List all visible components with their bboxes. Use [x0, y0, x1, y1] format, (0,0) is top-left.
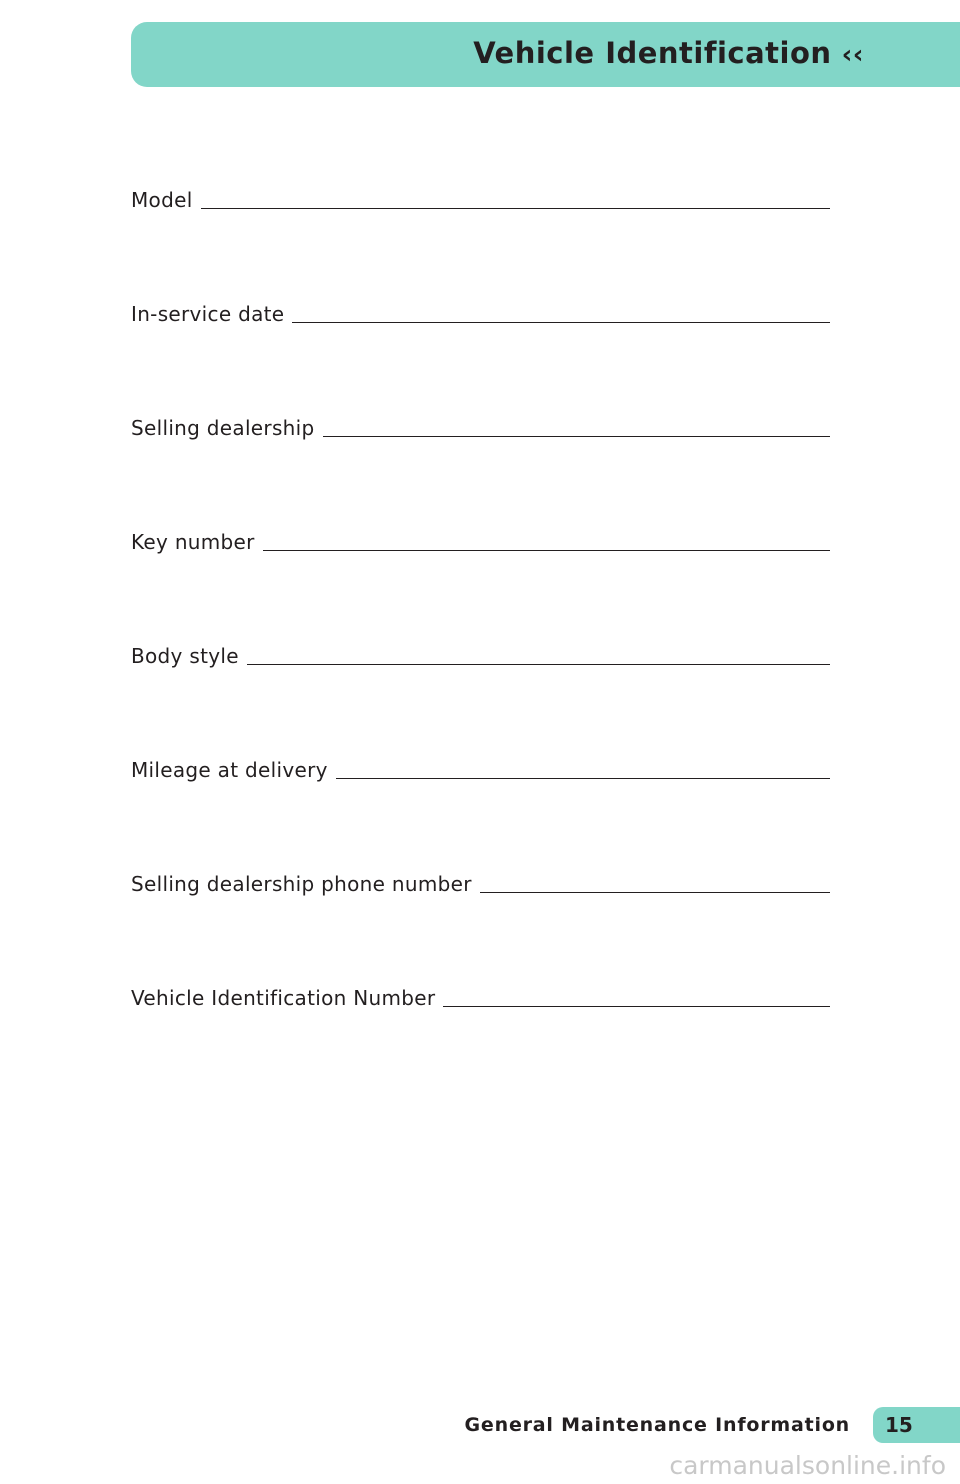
mileage-at-delivery-blank-line[interactable]: [336, 778, 830, 779]
model-blank-line[interactable]: [201, 208, 830, 209]
mileage-at-delivery-field[interactable]: [131, 753, 830, 783]
dealership-phone-blank-line[interactable]: [480, 892, 830, 893]
selling-dealership-label: Selling dealership: [131, 416, 315, 440]
in-service-date-blank-line[interactable]: [292, 322, 830, 323]
body-style-field[interactable]: [131, 639, 830, 669]
page-title-text: Vehicle Identification: [473, 36, 832, 70]
in-service-date-label: In-service date: [131, 302, 285, 326]
in-service-date-field[interactable]: [131, 297, 830, 327]
model-field[interactable]: [131, 183, 830, 213]
key-number-label: Key number: [131, 530, 255, 554]
key-number-field[interactable]: [131, 525, 830, 555]
dealership-phone-label: Selling dealership phone number: [131, 872, 472, 896]
watermark: carmanualsonline.info: [669, 1451, 946, 1480]
double-chevron-left-icon: ‹‹: [841, 40, 864, 70]
selling-dealership-blank-line[interactable]: [323, 436, 831, 437]
page-number: 15: [885, 1413, 913, 1437]
body-style-label: Body style: [131, 644, 239, 668]
footer-section-title: General Maintenance Information: [464, 1414, 850, 1436]
vin-blank-line[interactable]: [443, 1006, 830, 1007]
mileage-at-delivery-label: Mileage at delivery: [131, 758, 328, 782]
key-number-blank-line[interactable]: [263, 550, 830, 551]
vin-field[interactable]: [131, 981, 830, 1011]
selling-dealership-field[interactable]: [131, 411, 830, 441]
model-label: Model: [131, 188, 193, 212]
body-style-blank-line[interactable]: [247, 664, 830, 665]
vin-label: Vehicle Identification Number: [131, 986, 436, 1010]
dealership-phone-field[interactable]: [131, 867, 830, 897]
page-title: [473, 34, 864, 74]
